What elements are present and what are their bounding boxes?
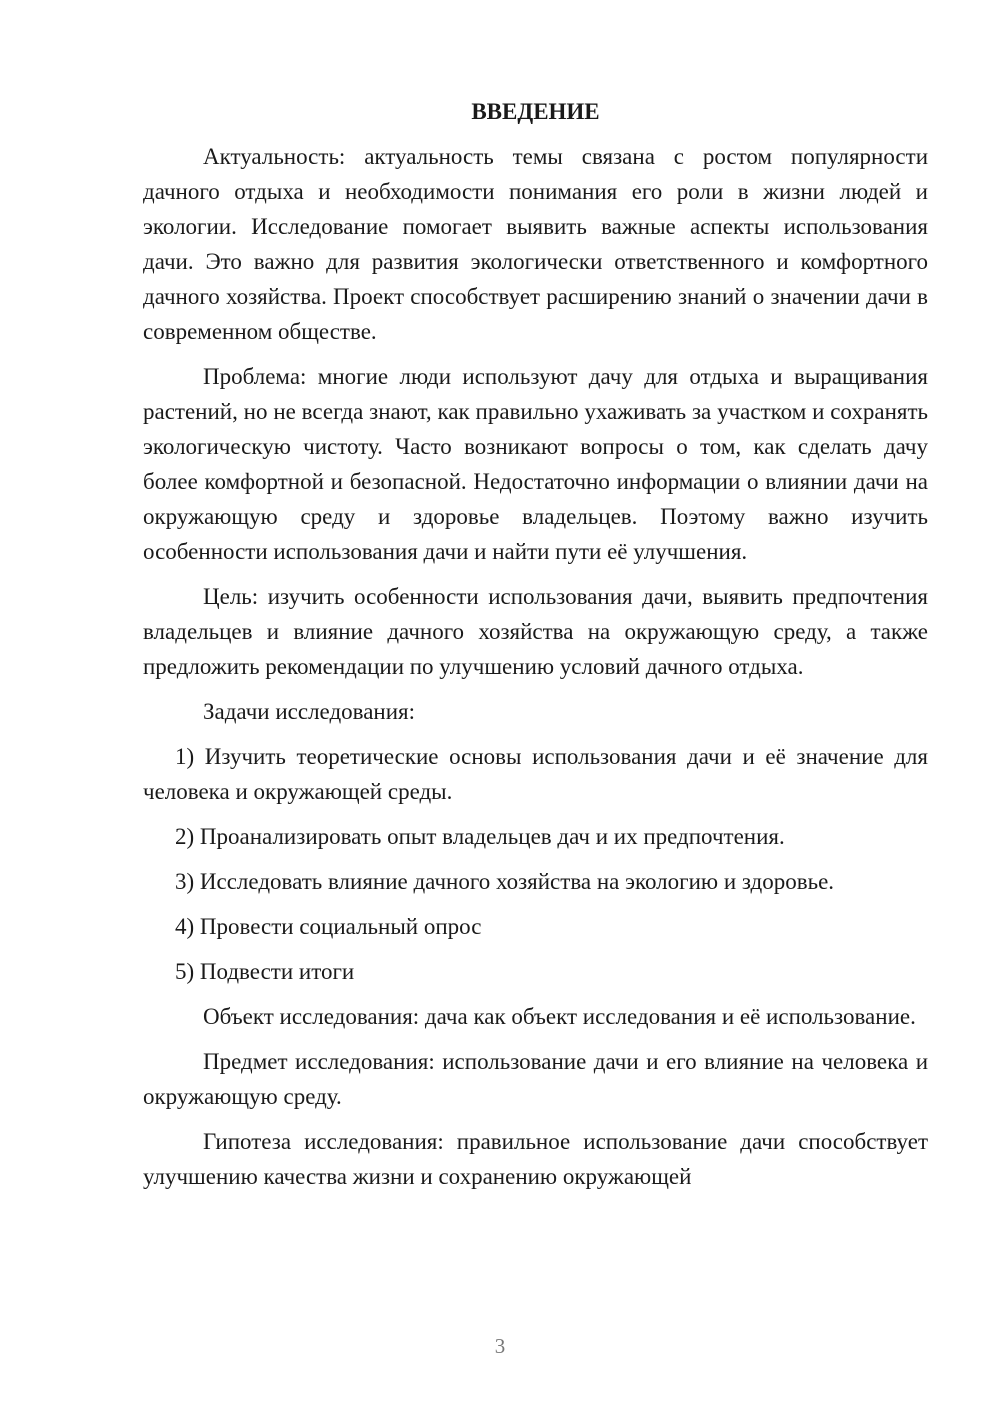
paragraph-object: Объект исследования: дача как объект исследования и её использование. — [203, 1004, 916, 1029]
page-number: 3 — [494, 1334, 506, 1358]
page-title: ВВЕДЕНИЕ — [471, 99, 600, 124]
paragraph-tasks-heading: Задачи исследования: — [203, 699, 416, 724]
task-item-1: 1) Изучить теоретические основы использования дачи и её значение для человека и окружающей среды. — [143, 744, 928, 804]
task-item-5: 5) Подвести итоги — [175, 959, 355, 984]
task-item-3: 3) Исследовать влияние дачного хозяйства на экологию и здоровье. — [175, 869, 835, 894]
task-item-4: 4) Провести социальный опрос — [175, 914, 482, 939]
paragraph-relevance: Актуальность: актуальность темы связана с ростом популярности дачного отдыха и необходимости понимания его роли в жизни людей и экологии. Исследование помогает выявить важные аспекты использования дачи. Это важно для развития экологически ответственного и комфортного дачного хозяйства. Проект способствует расширению знаний о значении дачи в современном обществе. — [143, 144, 928, 344]
paragraph-problem: Проблема: многие люди используют дачу для отдыха и выращивания растений, но не всегда знают, как правильно ухаживать за участком и сохранять экологическую чистоту. Часто возникают вопросы о том, как сделать дачу более комфортной и безопасной. Недостаточно информации о влиянии дачи на окружающую среду и здоровье владельцев. Поэтому важно изучить особенности использования дачи и найти пути её улучшения. — [143, 364, 928, 564]
task-item-2: 2) Проанализировать опыт владельцев дач и их предпочтения. — [175, 824, 785, 849]
page-content — [143, 94, 928, 1194]
paragraph-goal: Цель: изучить особенности использования дачи, выявить предпочтения владельцев и влияние дачного хозяйства на окружающую среду, а также предложить рекомендации по улучшению условий дачного отдыха. — [143, 584, 928, 679]
paragraph-subject: Предмет исследования: использование дачи и его влияние на человека и окружающую среду. — [143, 1049, 928, 1109]
paragraph-hypothesis: Гипотеза исследования: правильное использование дачи способствует улучшению качества жизни и сохранению окружающей — [143, 1129, 928, 1189]
